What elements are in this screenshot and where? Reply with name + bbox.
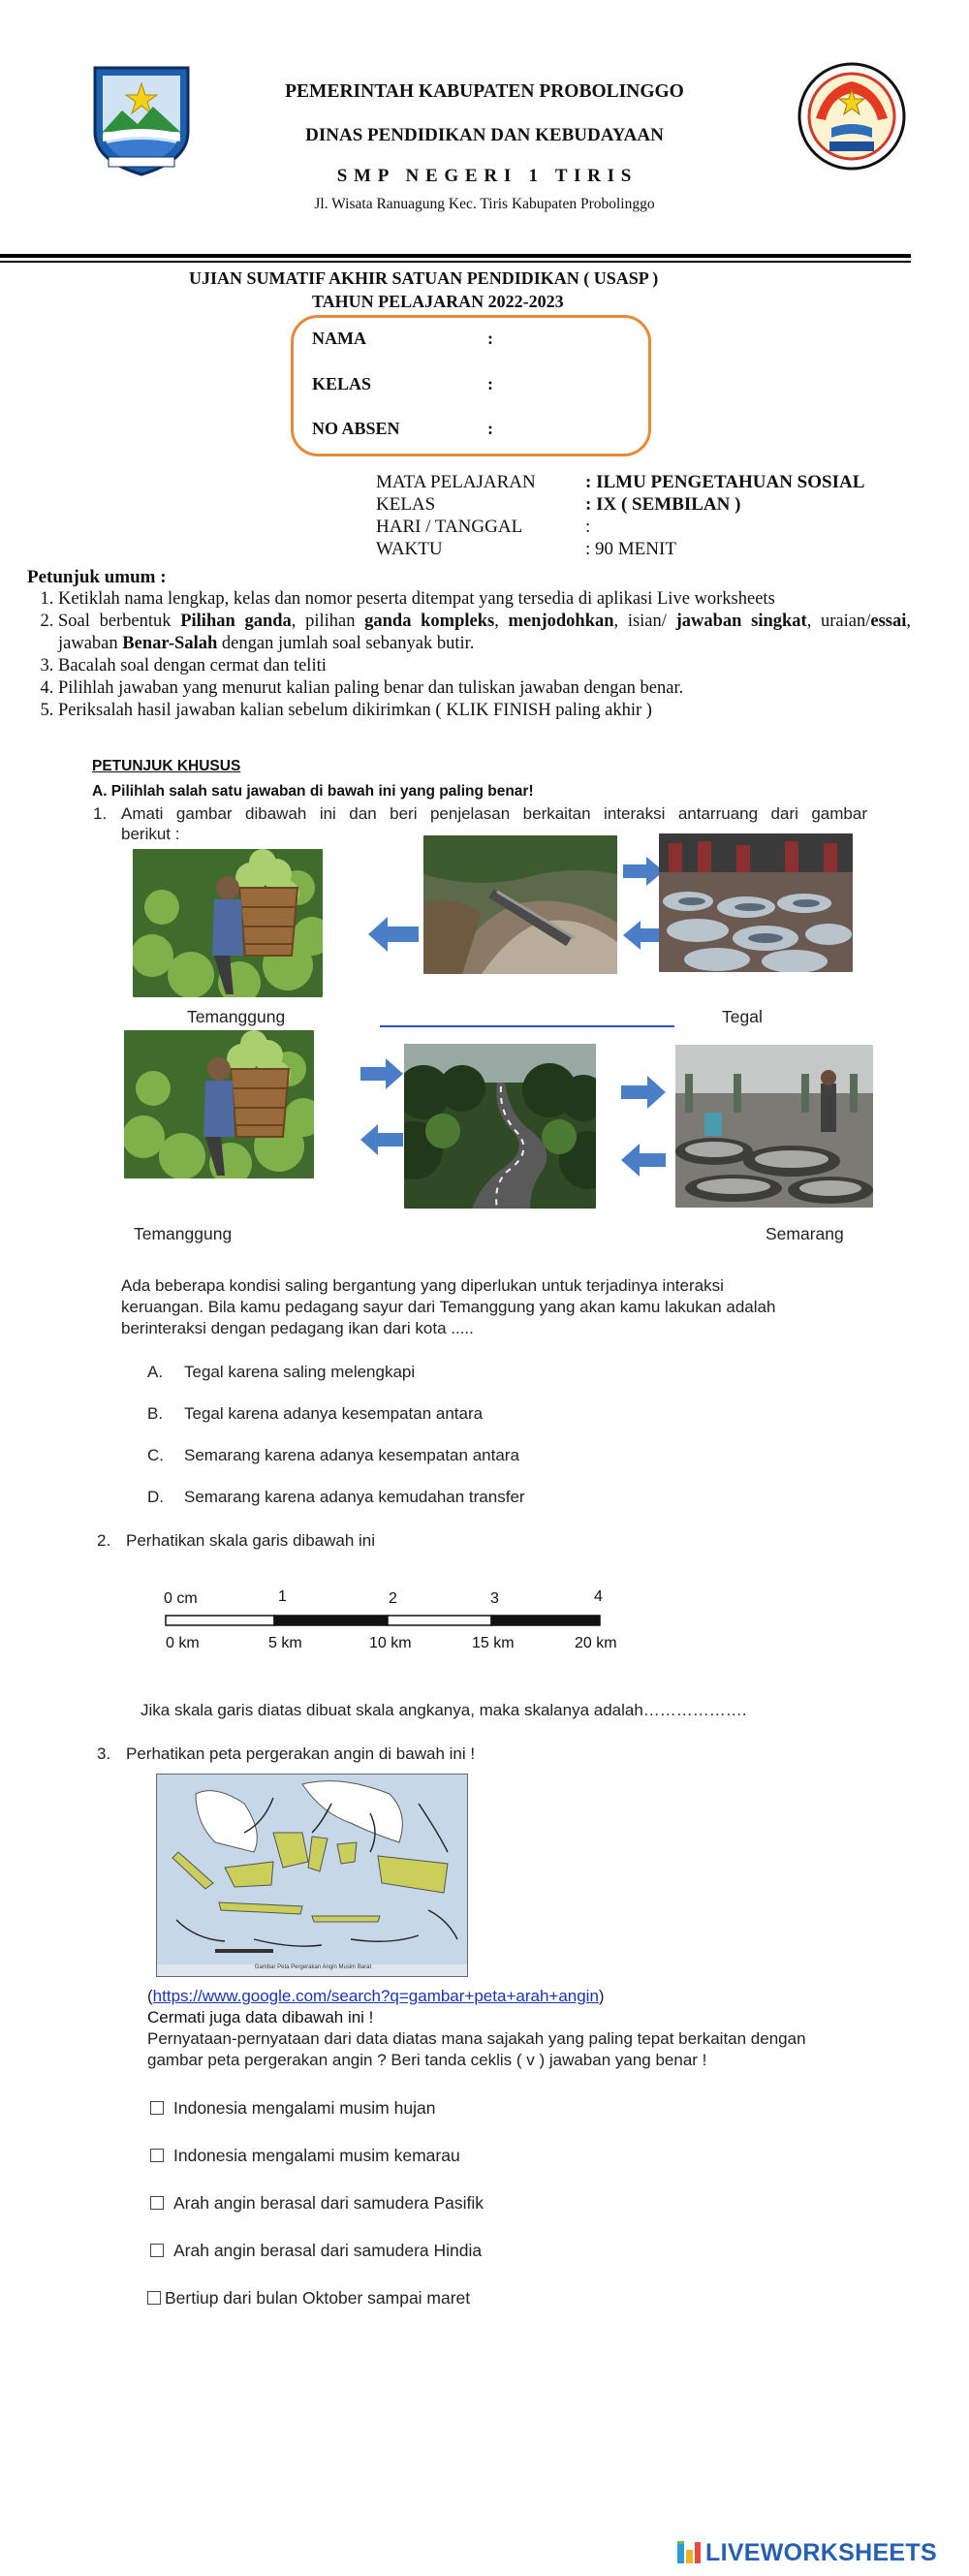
checkbox-label: Bertiup dari bulan Oktober sampai maret: [165, 2288, 471, 2308]
q3-checkbox-option[interactable]: [150, 2146, 460, 2166]
wind-map: [156, 1774, 468, 1977]
q3-checkbox-option[interactable]: [150, 2098, 435, 2119]
brand-name: LIVEWORKSHEETS: [705, 2538, 937, 2566]
scale-top-label: 2: [389, 1590, 397, 1607]
info-class-value: : IX ( SEMBILAN ): [585, 494, 741, 515]
scale-bottom-label: 5 km: [268, 1635, 302, 1651]
special-instructions-title: PETUNJUK KHUSUS: [92, 758, 241, 774]
q3-line-3: gambar peta pergerakan angin ? Beri tanda ceklis ( v ) jawaban yang benar !: [147, 2051, 707, 2069]
identity-absen-label: NO ABSEN: [312, 419, 400, 438]
header-rule-thin: [0, 261, 911, 263]
info-time-label: WAKTU: [376, 539, 443, 559]
identity-class-sep: :: [487, 374, 493, 393]
liveworksheets-icon: [676, 2540, 702, 2565]
q3-checkbox-option[interactable]: [150, 2193, 484, 2214]
checkbox[interactable]: [150, 2149, 164, 2162]
general-instructions: [27, 566, 911, 722]
checkbox-label: Indonesia mengalami musim kemarau: [173, 2146, 460, 2165]
q1-option-b[interactable]: [147, 1404, 483, 1424]
school-logo: [797, 60, 907, 173]
header-line-2: DINAS PENDIDIKAN DAN KEBUDAYAAN: [305, 125, 664, 145]
scale-bottom-label: 0 km: [166, 1635, 200, 1651]
option-text: Semarang karena adanya kesempatan antara: [184, 1446, 519, 1464]
info-subject-value: : ILMU PENGETAHUAN SOSIAL: [585, 472, 865, 492]
scale-top-label: 1: [278, 1588, 287, 1605]
q3-checkbox-option[interactable]: [147, 2288, 470, 2309]
instruction-item: 1. Ketiklah nama lengkap, kelas dan nomor peserta ditempat yang tersedia di aplikasi Live worksheets: [58, 588, 911, 611]
checkbox-label: Indonesia mengalami musim hujan: [173, 2098, 436, 2118]
info-time-value: : 90 MENIT: [585, 539, 676, 559]
header-rule-thick: [0, 254, 911, 258]
checkbox-label: Arah angin berasal dari samudera Hindia: [173, 2241, 483, 2260]
q3-line-2: Pernyataan-pernyataan dari data diatas mana sajakah yang paling tepat berkaitan dengan: [147, 2029, 806, 2048]
checkbox[interactable]: [147, 2291, 161, 2305]
class-input[interactable]: [504, 371, 640, 396]
q1-option-c[interactable]: [147, 1446, 519, 1465]
label-semarang: Semarang: [766, 1224, 844, 1243]
absen-input[interactable]: [504, 416, 640, 441]
checkbox-label: Arah angin berasal dari samudera Pasifik: [173, 2193, 484, 2213]
option-text: Semarang karena adanya kemudahan transfer: [184, 1488, 525, 1506]
arrow-right-icon: [360, 1058, 403, 1094]
arrow-left-icon: [623, 921, 664, 955]
instruction-item: 3. Bacalah soal dengan cermat dan teliti: [58, 655, 911, 677]
header-line-3: S M P N E G E R I 1 T I R I S: [336, 166, 633, 186]
label-temanggung-1: Temanggung: [187, 1007, 286, 1026]
identity-name-label: NAMA: [312, 329, 366, 348]
scale-bottom-label: 10 km: [369, 1635, 412, 1651]
photo-fish-market-tegal: [659, 833, 853, 972]
source-link[interactable]: https://www.google.com/search?q=gambar+peta+arah+angin: [152, 1987, 599, 2005]
photo-fish-market-semarang: [675, 1045, 873, 1208]
info-class-label: KELAS: [376, 494, 436, 515]
info-date-value: :: [585, 517, 591, 537]
arrow-left-icon: [368, 917, 419, 957]
q1-option-a[interactable]: [147, 1363, 415, 1382]
scale-bottom-label: 15 km: [472, 1635, 515, 1651]
label-tegal: Tegal: [722, 1007, 763, 1026]
header-address: Jl. Wisata Ranuagung Kec. Tiris Kabupaten Probolinggo: [314, 196, 655, 212]
scale-top-label: 4: [594, 1588, 603, 1605]
liveworksheets-logo[interactable]: [676, 2539, 937, 2566]
option-text: Tegal karena adanya kesempatan antara: [184, 1404, 484, 1423]
info-date-label: HARI / TANGGAL: [376, 517, 523, 537]
checkbox[interactable]: [150, 2244, 164, 2257]
scale-top-label: 0 cm: [164, 1590, 198, 1607]
arrow-right-icon: [621, 1076, 666, 1114]
option-key: C.: [147, 1446, 164, 1464]
option-text: Tegal karena saling melengkapi: [184, 1363, 416, 1381]
instruction-item: 4. Pilihlah jawaban yang menurut kalian paling benar dan tuliskan jawaban dengan benar.: [58, 677, 911, 700]
photo-winding-road: [404, 1044, 596, 1209]
identity-name-sep: :: [487, 329, 493, 348]
section-a-title: A. Pilihlah salah satu jawaban di bawah ini yang paling benar!: [92, 783, 534, 800]
option-key: D.: [147, 1488, 164, 1506]
scale-top-label: 3: [490, 1590, 499, 1607]
scale-bottom-label: 20 km: [575, 1635, 617, 1651]
arrow-left-icon: [360, 1124, 403, 1160]
answer-line[interactable]: [380, 1025, 674, 1027]
q1-number: 1.: [93, 804, 108, 823]
q3-text: Perhatikan peta pergerakan angin di bawah ini !: [126, 1744, 476, 1763]
q1-option-d[interactable]: [147, 1488, 525, 1507]
q1-text-2: berikut :: [121, 825, 180, 843]
map-caption: Gambar Peta Pergerakan Angin Musim Barat: [254, 1964, 372, 1970]
q1-stem-3: berinteraksi dengan pedagang ikan dari kota .....: [121, 1319, 474, 1337]
photo-cabbage-farmer-1: [133, 849, 323, 997]
q1-text: Amati gambar dibawah ini dan beri penjelasan berkaitan interaksi antarruang dari gambar: [121, 804, 867, 823]
label-temanggung-2: Temanggung: [134, 1224, 233, 1243]
checkbox[interactable]: [150, 2101, 164, 2115]
q2-number: 2.: [97, 1531, 111, 1550]
checkbox[interactable]: [150, 2196, 164, 2210]
scale-bar: [160, 1586, 635, 1664]
general-instructions-title: Petunjuk umum :: [27, 567, 167, 587]
arrow-left-icon: [621, 1144, 666, 1181]
instruction-item: 5. Periksalah hasil jawaban kalian sebelum dikirimkan ( KLIK FINISH paling akhir ): [58, 700, 911, 722]
header-line-1: PEMERINTAH KABUPATEN PROBOLINGGO: [285, 81, 684, 102]
name-input[interactable]: [504, 326, 640, 351]
photo-broken-bridge: [423, 835, 617, 974]
q3-line-1: Cermati juga data dibawah ini !: [147, 2008, 374, 2026]
q3-source-link[interactable]: (https://www.google.com/search?q=gambar+peta+arah+angin): [147, 1987, 605, 2005]
identity-absen-sep: :: [487, 419, 493, 438]
identity-class-label: KELAS: [312, 374, 372, 393]
q2-question: Jika skala garis diatas dibuat skala angkanya, maka skalanya adalah……………….: [141, 1701, 747, 1719]
q2-text: Perhatikan skala garis dibawah ini: [126, 1531, 376, 1550]
photo-cabbage-farmer-2: [124, 1030, 314, 1178]
instruction-item: 2. Soal berbentuk Pilihan ganda, pilihan ganda kompleks, menjodohkan, isian/ jawaban singkat, uraian/essai, jawaban Benar-Salah dengan jumlah soal sebanyak butir.: [58, 611, 911, 655]
option-key: B.: [147, 1404, 164, 1423]
q3-number: 3.: [97, 1744, 111, 1763]
q3-checkbox-option[interactable]: [150, 2241, 482, 2261]
q1-stem-1: Ada beberapa kondisi saling bergantung yang diperlukan untuk terjadinya interaksi: [121, 1276, 724, 1295]
exam-title: UJIAN SUMATIF AKHIR SATUAN PENDIDIKAN ( USASP ): [189, 268, 659, 288]
option-key: A.: [147, 1363, 164, 1381]
q1-stem-2: keruangan. Bila kamu pedagang sayur dari Temanggung yang akan kamu lakukan adalah: [121, 1298, 776, 1316]
info-subject-label: MATA PELAJARAN: [376, 472, 536, 492]
exam-year: TAHUN PELAJARAN 2022-2023: [312, 292, 564, 311]
arrow-right-icon: [623, 857, 664, 891]
